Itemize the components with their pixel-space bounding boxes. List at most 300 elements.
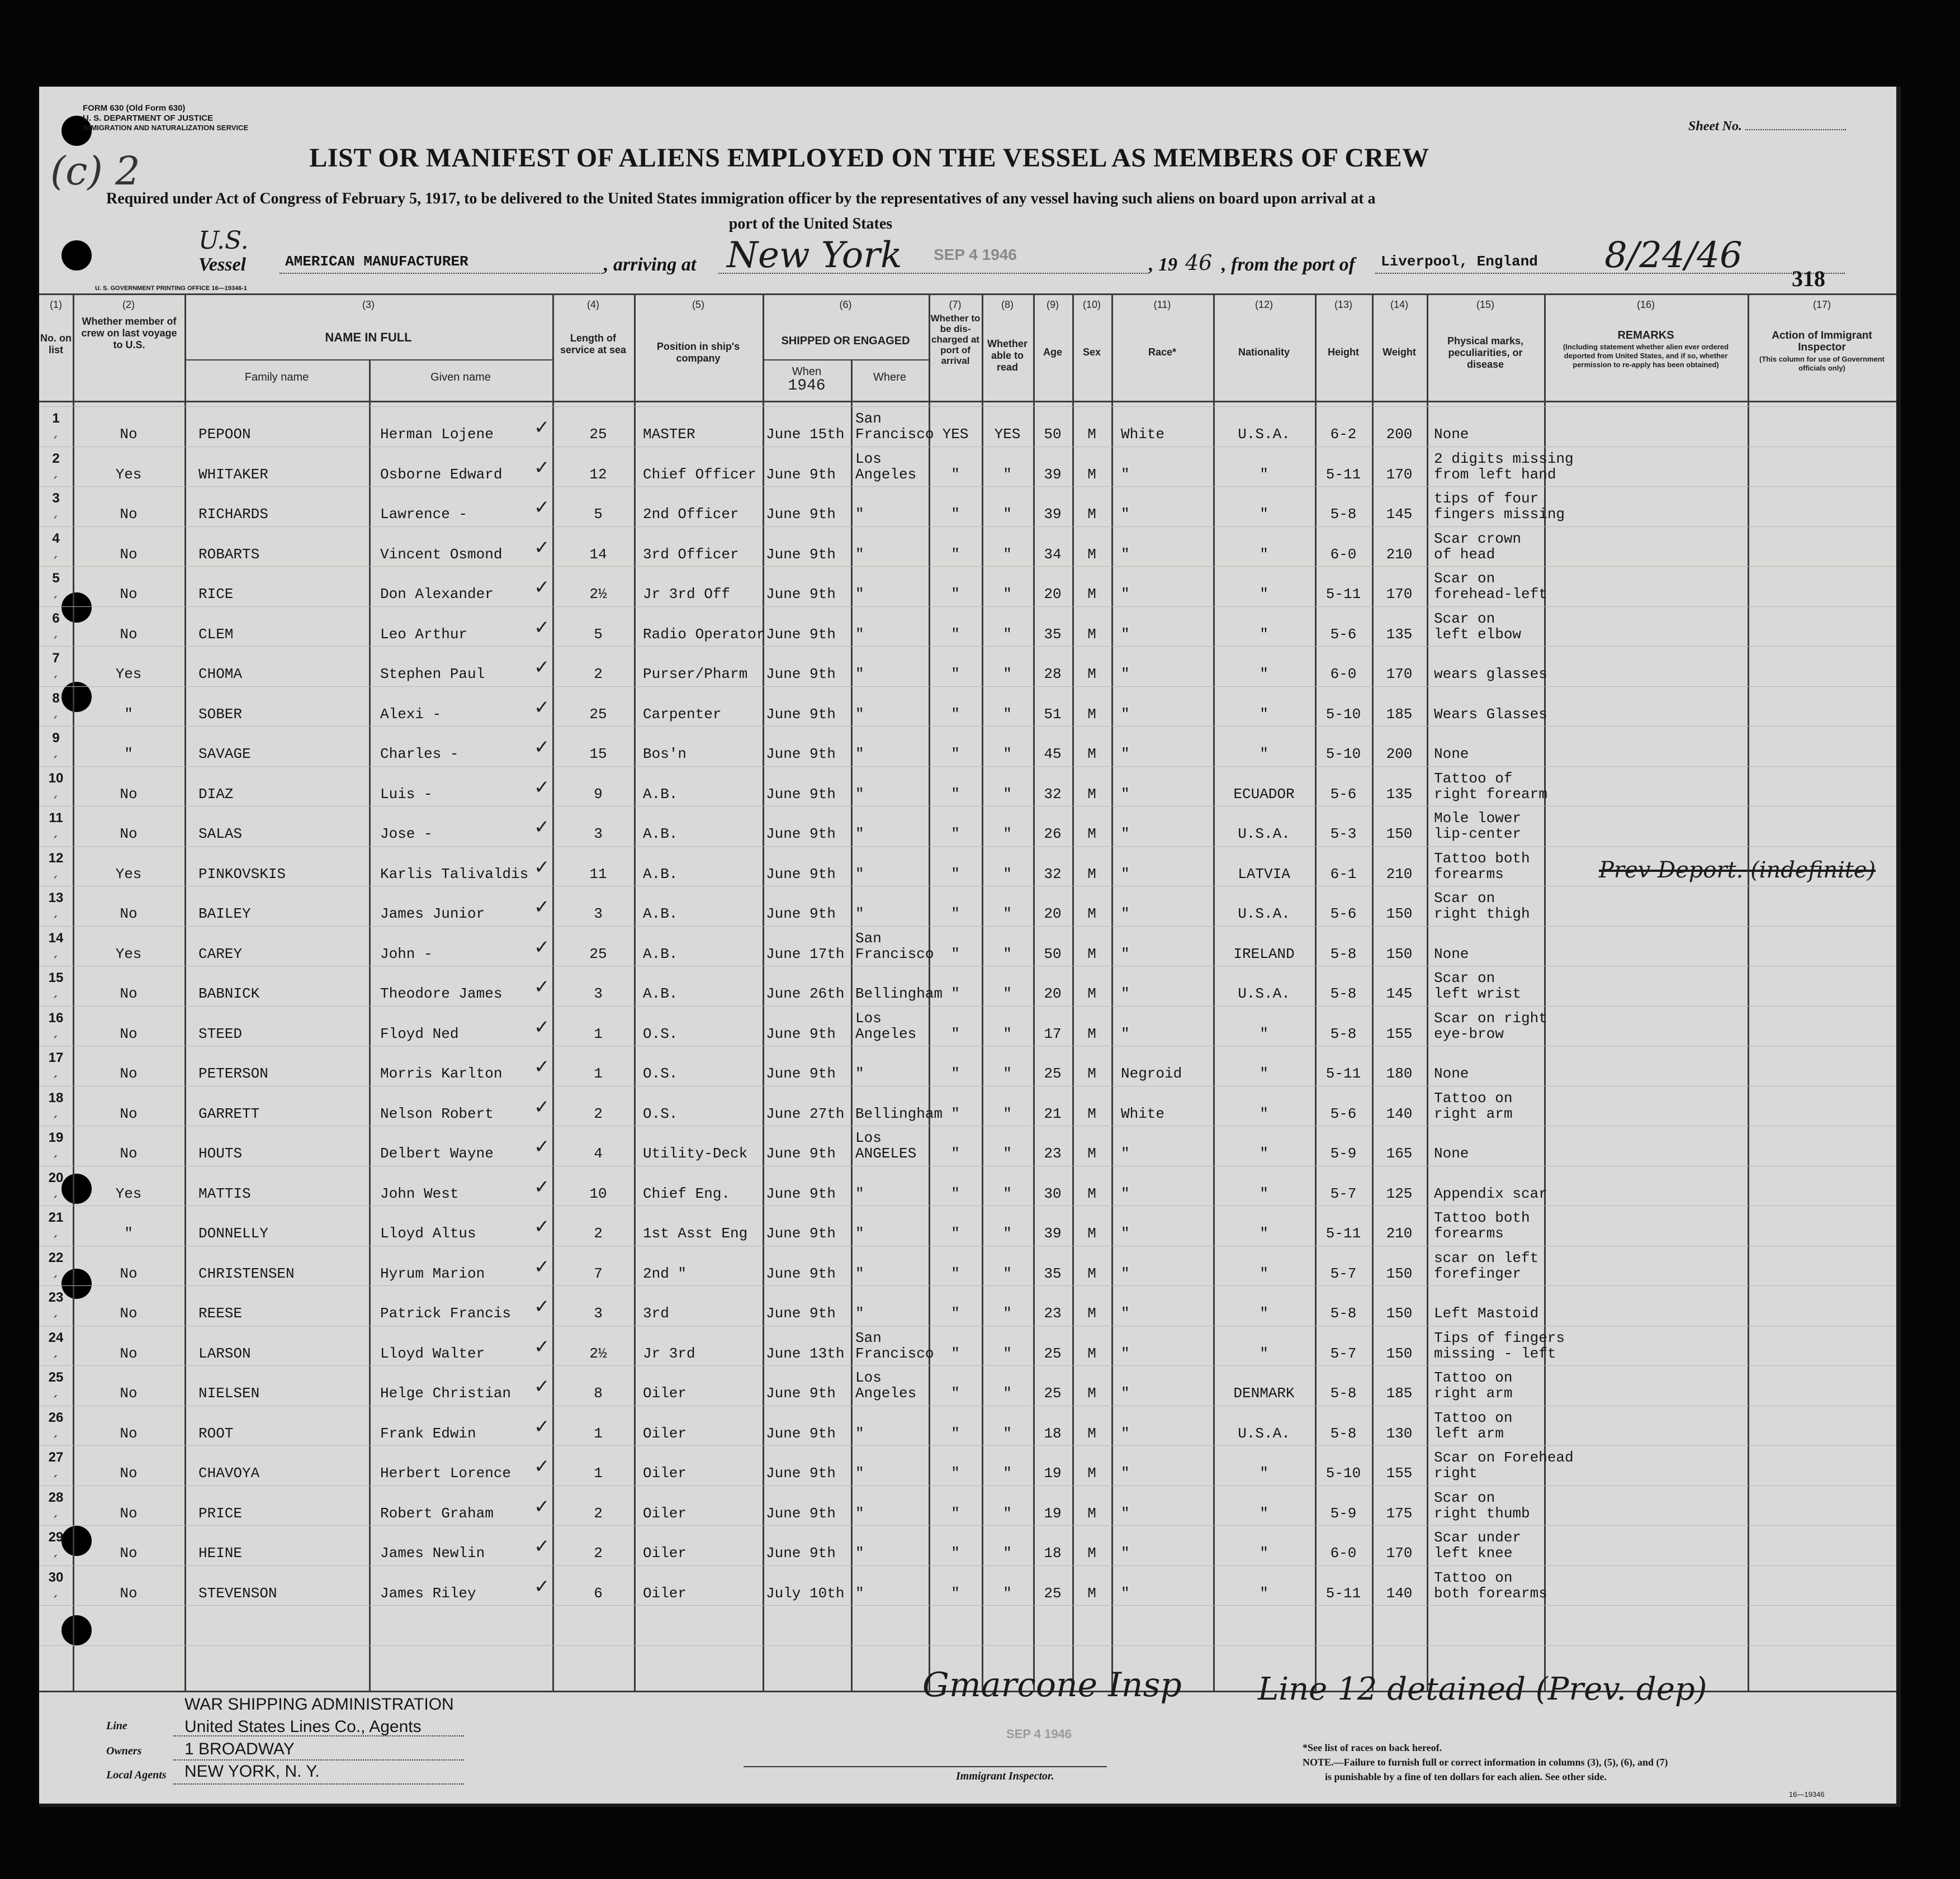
cell-position: Oiler: [643, 1385, 687, 1402]
cell-age: 18: [1044, 1545, 1062, 1562]
col-number: (11): [1153, 299, 1171, 310]
cell-given: Alexi -: [380, 706, 442, 723]
cell-read: ": [1003, 1105, 1012, 1122]
cell-sex: M: [1087, 1105, 1096, 1122]
cell-sex: M: [1087, 746, 1096, 762]
cell-given: Patrick Francis: [380, 1305, 512, 1322]
row-number: 30: [48, 1570, 64, 1585]
cell-marks: right: [1434, 1465, 1478, 1482]
cell-read: ": [1003, 905, 1012, 922]
row-number: 11: [49, 810, 63, 825]
header-remarks: REMARKS: [1617, 329, 1674, 341]
cell-prev: No: [120, 1145, 138, 1162]
cell-weight: 135: [1386, 626, 1413, 643]
header-given-name: Given name: [430, 371, 491, 383]
header-position: Position in ship's company: [656, 341, 740, 364]
cell-length: 4: [594, 1145, 603, 1162]
cell-marks: Mole lower: [1434, 810, 1522, 827]
margin-tick-icon: ˏ: [51, 543, 58, 559]
verified-check-icon: ✓: [534, 1576, 550, 1598]
cell-age: 32: [1044, 866, 1062, 882]
row-number: 26: [48, 1410, 64, 1425]
cell-when: June 9th: [766, 866, 836, 882]
cell-where: Bellingham: [855, 985, 943, 1002]
cell-weight: 185: [1386, 1385, 1413, 1402]
row-number: 20: [48, 1170, 64, 1185]
verified-check-icon: ✓: [534, 1336, 550, 1358]
margin-tick-icon: ˏ: [51, 1382, 58, 1398]
arrival-stamp: SEP 4 1946: [934, 246, 1017, 263]
verified-check-icon: ✓: [534, 656, 550, 678]
col-divider: [763, 293, 764, 1691]
handwritten-date: 8/24/46: [1604, 235, 1743, 276]
cell-age: 28: [1044, 666, 1062, 682]
cell-length: 15: [589, 746, 607, 762]
cell-age: 39: [1044, 466, 1062, 483]
cell-position: Oiler: [643, 1425, 687, 1442]
cell-marks: right thigh: [1434, 905, 1530, 922]
cell-sex: M: [1087, 1345, 1096, 1362]
cell-marks: Scar on right: [1434, 1010, 1547, 1027]
cell-sex: M: [1087, 866, 1096, 882]
cell-nationality: ": [1260, 746, 1268, 762]
cell-when: June 9th: [766, 746, 836, 762]
header-no-on-list: No. on list: [40, 333, 72, 355]
cell-discharged: ": [951, 626, 960, 643]
cell-given: Lloyd Altus: [380, 1225, 476, 1242]
cell-position: O.S.: [643, 1026, 678, 1042]
cell-family: RICE: [198, 586, 234, 602]
cell-when: June 9th: [766, 1065, 836, 1082]
cell-weight: 210: [1386, 546, 1413, 563]
cell-when: June 9th: [766, 825, 836, 842]
col-divider: [1111, 293, 1113, 1691]
cell-nationality: ": [1260, 666, 1268, 682]
verified-check-icon: ✓: [534, 1256, 550, 1278]
cell-prev: No: [120, 985, 138, 1002]
table-rule: [39, 526, 1896, 527]
cell-when: June 9th: [766, 466, 836, 483]
inspector-label: Immigrant Inspector.: [956, 1770, 1054, 1782]
cell-where: ": [855, 1065, 864, 1082]
margin-tick-icon: ˏ: [51, 1542, 58, 1558]
table-rule: [39, 686, 1896, 687]
binder-hole: [61, 1615, 92, 1645]
cell-read: ": [1003, 586, 1012, 602]
cell-marks: Tattoo on: [1434, 1369, 1513, 1386]
cell-position: 3rd Officer: [643, 546, 739, 563]
margin-tick-icon: ˏ: [51, 983, 58, 998]
cell-prev: No: [120, 1545, 138, 1562]
cell-race: ": [1121, 586, 1130, 602]
cell-prev: No: [120, 1385, 138, 1402]
cell-length: 2: [594, 1505, 603, 1522]
cell-sex: M: [1087, 586, 1096, 602]
cell-read: ": [1003, 546, 1012, 563]
cell-length: 1: [594, 1465, 603, 1482]
cell-sex: M: [1087, 1425, 1096, 1442]
col-number: (14): [1390, 299, 1408, 310]
cell-read: ": [1003, 825, 1012, 842]
cell-nationality: ": [1260, 1065, 1268, 1082]
row-number: 3: [52, 491, 60, 506]
cell-where: ": [855, 626, 864, 643]
cell-length: 3: [594, 905, 603, 922]
table-rule: [39, 926, 1896, 927]
cell-family: SALAS: [198, 825, 243, 842]
verified-check-icon: ✓: [534, 936, 550, 959]
col-divider: [634, 293, 636, 1691]
cell-where: ": [855, 905, 864, 922]
cell-family: CHRISTENSEN: [198, 1265, 295, 1282]
cell-weight: 150: [1386, 905, 1413, 922]
margin-tick-icon: ˏ: [51, 743, 58, 758]
cell-discharged: ": [951, 1225, 960, 1242]
service: IMMIGRATION AND NATURALIZATION SERVICE: [83, 124, 249, 132]
cell-family: ROBARTS: [198, 546, 260, 563]
cell-race: ": [1121, 1505, 1130, 1522]
cell-position: A.B.: [643, 786, 678, 803]
cell-sex: M: [1087, 706, 1096, 723]
cell-read: ": [1003, 506, 1012, 523]
cell-weight: 165: [1386, 1145, 1413, 1162]
cell-height: 6-0: [1330, 546, 1357, 563]
cell-marks: None: [1434, 1065, 1469, 1082]
cell-height: 5-7: [1330, 1345, 1357, 1362]
cell-nationality: ": [1260, 1185, 1268, 1202]
cell-age: 25: [1044, 1345, 1062, 1362]
margin-tick-icon: ˏ: [51, 903, 58, 918]
row-number: 10: [48, 771, 64, 786]
agent-stamp-line1: WAR SHIPPING ADMINISTRATION: [184, 1695, 454, 1714]
cell-marks: Tattoo of: [1434, 770, 1513, 787]
cell-length: 2½: [589, 586, 607, 602]
cell-family: PEPOON: [198, 426, 251, 443]
header-length-service: Length of service at sea: [560, 333, 627, 355]
cell-length: 25: [589, 946, 607, 962]
margin-tick-icon: ˏ: [51, 503, 58, 519]
cell-position: Bos'n: [643, 746, 687, 762]
cell-when: June 9th: [766, 1185, 836, 1202]
cell-where: ": [855, 506, 864, 523]
cell-where: San: [855, 1330, 882, 1346]
cell-age: 35: [1044, 1265, 1062, 1282]
cell-when: June 9th: [766, 706, 836, 723]
cell-given: Lawrence -: [380, 506, 468, 523]
margin-tick-icon: ˏ: [51, 1103, 58, 1118]
cell-height: 5-11: [1325, 1065, 1361, 1082]
handwritten-us: U.S.: [198, 226, 249, 255]
cell-when: June 9th: [766, 1465, 836, 1482]
cell-given: Herbert Lorence: [380, 1465, 512, 1482]
cell-discharged: ": [951, 1425, 960, 1442]
cell-discharged: ": [951, 866, 960, 882]
cell-read: ": [1003, 1145, 1012, 1162]
col-number: (5): [692, 299, 704, 310]
cell-marks: forearms: [1434, 866, 1504, 882]
cell-marks: forehead-left: [1434, 586, 1547, 602]
from-port: Liverpool, England: [1381, 253, 1538, 270]
cell-prev: No: [120, 626, 138, 643]
cell-given: Nelson Robert: [380, 1105, 494, 1122]
cell-height: 5-10: [1325, 1465, 1361, 1482]
cell-race: ": [1121, 1145, 1130, 1162]
cell-nationality: ": [1260, 546, 1268, 563]
cell-sex: M: [1087, 825, 1096, 842]
cell-height: 5-6: [1330, 1105, 1357, 1122]
cell-marks: Tattoo both: [1434, 850, 1530, 867]
cell-family: STEVENSON: [198, 1585, 277, 1602]
cell-where: Francisco: [855, 426, 934, 443]
cell-discharged: ": [951, 506, 960, 523]
cell-age: 50: [1044, 426, 1062, 443]
cell-prev: No: [120, 426, 138, 443]
footer-line-label: Line: [106, 1720, 127, 1732]
cell-age: 20: [1044, 905, 1062, 922]
cell-read: ": [1003, 1026, 1012, 1042]
penalty-note-1: NOTE.—Failure to furnish full or correct information in columns (3), (5), (6), and (7): [1303, 1757, 1668, 1768]
col-divider: [552, 293, 554, 1691]
cell-read: ": [1003, 866, 1012, 882]
cell-marks: lip-center: [1434, 825, 1522, 842]
cell-sex: M: [1087, 1465, 1096, 1482]
cell-marks: Scar on: [1434, 970, 1495, 986]
cell-read: ": [1003, 1065, 1012, 1082]
cell-age: 23: [1044, 1145, 1062, 1162]
cell-position: Oiler: [643, 1465, 687, 1482]
col-number: (6): [839, 299, 852, 310]
margin-tick-icon: ˏ: [51, 583, 58, 599]
cell-discharged: ": [951, 1265, 960, 1282]
cell-marks: Tattoo on: [1434, 1090, 1513, 1107]
cell-height: 6-1: [1330, 866, 1357, 882]
table-rule: [39, 846, 1896, 847]
cell-discharged: ": [951, 946, 960, 962]
cell-read: ": [1003, 985, 1012, 1002]
cell-race: ": [1121, 1185, 1130, 1202]
col-number: (2): [122, 299, 135, 310]
margin-tick-icon: ˏ: [51, 703, 58, 719]
margin-tick-icon: ˏ: [51, 1142, 58, 1158]
cell-weight: 200: [1386, 746, 1413, 762]
cell-given: Theodore James: [380, 985, 503, 1002]
cell-when: June 9th: [766, 1385, 836, 1402]
cell-where: Los: [855, 1369, 882, 1386]
agent-stamp-line2: United States Lines Co., Agents: [184, 1717, 422, 1736]
cell-family: DONNELLY: [198, 1225, 268, 1242]
table-rule: [39, 646, 1896, 647]
row-number: 25: [48, 1370, 64, 1385]
cell-age: 26: [1044, 825, 1062, 842]
table-rule: [39, 1365, 1896, 1366]
cell-weight: 175: [1386, 1505, 1413, 1522]
cell-given: Jose -: [380, 825, 433, 842]
cell-weight: 170: [1386, 1545, 1413, 1562]
cell-height: 5-10: [1325, 746, 1361, 762]
cell-discharged: ": [951, 1345, 960, 1362]
cell-family: LARSON: [198, 1345, 251, 1362]
margin-tick-icon: ˏ: [51, 1462, 58, 1478]
cell-family: PRICE: [198, 1505, 243, 1522]
printing-office: U. S. GOVERNMENT PRINTING OFFICE 16—19346-1: [95, 285, 248, 292]
cell-read: ": [1003, 666, 1012, 682]
cell-marks: Left Mastoid: [1434, 1305, 1539, 1322]
cell-sex: M: [1087, 626, 1096, 643]
cell-nationality: DENMARK: [1233, 1385, 1295, 1402]
cell-when: June 9th: [766, 786, 836, 803]
cell-position: Chief Officer: [643, 466, 756, 483]
cell-marks: left elbow: [1434, 626, 1522, 643]
cell-race: ": [1121, 1385, 1130, 1402]
row-number: 16: [48, 1010, 64, 1026]
cell-nationality: U.S.A.: [1238, 1425, 1290, 1442]
verified-check-icon: ✓: [534, 496, 550, 519]
cell-family: CLEM: [198, 626, 234, 643]
agents-field: [173, 1783, 464, 1785]
cell-when: June 9th: [766, 1305, 836, 1322]
cell-position: Oiler: [643, 1585, 687, 1602]
cell-discharged: ": [951, 586, 960, 602]
cell-discharged: ": [951, 1545, 960, 1562]
cell-position: A.B.: [643, 985, 678, 1002]
cell-family: WHITAKER: [198, 466, 268, 483]
line-field: [173, 1735, 464, 1736]
cell-nationality: ": [1260, 1345, 1268, 1362]
cell-discharged: ": [951, 1065, 960, 1082]
cell-prev: No: [120, 1505, 138, 1522]
row-number: 5: [52, 571, 60, 586]
cell-nationality: ": [1260, 1585, 1268, 1602]
margin-tick-icon: ˏ: [51, 1302, 58, 1318]
cell-height: 5-6: [1330, 905, 1357, 922]
cell-weight: 200: [1386, 426, 1413, 443]
cell-where: Francisco: [855, 946, 934, 962]
cell-given: Charles -: [380, 746, 459, 762]
cell-when: June 15th: [766, 426, 845, 443]
col-number: (16): [1636, 299, 1655, 310]
margin-tick-icon: ˏ: [51, 863, 58, 879]
cell-nationality: ": [1260, 1505, 1268, 1522]
cell-where: Los: [855, 450, 882, 467]
cell-discharged: ": [951, 706, 960, 723]
cell-length: 10: [589, 1185, 607, 1202]
cell-family: HOUTS: [198, 1145, 243, 1162]
cell-age: 19: [1044, 1465, 1062, 1482]
cell-family: HEINE: [198, 1545, 243, 1562]
cell-family: NIELSEN: [198, 1385, 260, 1402]
cell-prev: No: [120, 506, 138, 523]
cell-family: BABNICK: [198, 985, 260, 1002]
cell-discharged: ": [951, 1026, 960, 1042]
cell-where: Angeles: [855, 466, 917, 483]
cell-sex: M: [1087, 1265, 1096, 1282]
cell-sex: M: [1087, 946, 1096, 962]
cell-discharged: ": [951, 666, 960, 682]
cell-where: ": [855, 666, 864, 682]
cell-when: June 9th: [766, 1545, 836, 1562]
cell-race: White: [1121, 426, 1165, 443]
cell-where: ": [855, 1505, 864, 1522]
cell-where: San: [855, 930, 882, 947]
year-prefix: , 19: [1149, 254, 1177, 275]
cell-marks: of head: [1434, 546, 1495, 563]
cell-family: SOBER: [198, 706, 243, 723]
cell-position: 1st Asst Eng: [643, 1225, 748, 1242]
cell-sex: M: [1087, 1505, 1096, 1522]
cell-sex: M: [1087, 1225, 1096, 1242]
margin-tick-icon: ˏ: [51, 1222, 58, 1238]
cell-race: ": [1121, 506, 1130, 523]
cell-discharged: ": [951, 905, 960, 922]
cell-race: ": [1121, 1545, 1130, 1562]
verified-check-icon: ✓: [534, 696, 550, 719]
cell-given: Frank Edwin: [380, 1425, 476, 1442]
cell-read: ": [1003, 786, 1012, 803]
cell-read: ": [1003, 1425, 1012, 1442]
corner-marks: (c) 2: [50, 148, 140, 194]
cell-where: ": [855, 866, 864, 882]
verified-check-icon: ✓: [534, 1176, 550, 1198]
arriving-label: , arriving at: [604, 254, 697, 275]
cell-height: 6-2: [1330, 426, 1357, 443]
row-number: 24: [48, 1330, 64, 1345]
row-number: 13: [48, 890, 64, 905]
row-number: 19: [48, 1130, 64, 1145]
cell-nationality: IRELAND: [1233, 946, 1295, 962]
cell-when: June 9th: [766, 546, 836, 563]
cell-prev: No: [120, 1585, 138, 1602]
cell-when: June 13th: [766, 1345, 845, 1362]
cell-family: ROOT: [198, 1425, 234, 1442]
cell-nationality: ": [1260, 1305, 1268, 1322]
cell-where: ": [855, 1225, 864, 1242]
cell-marks: Scar on: [1434, 890, 1495, 907]
header-race: Race*: [1148, 347, 1177, 358]
cell-age: 25: [1044, 1065, 1062, 1082]
cell-marks: Scar on: [1434, 610, 1495, 627]
col-divider: [1748, 293, 1749, 1691]
row-number: 4: [52, 531, 60, 546]
cell-position: Jr 3rd: [643, 1345, 695, 1362]
cell-height: 5-11: [1325, 466, 1361, 483]
cell-marks: fingers missing: [1434, 506, 1565, 523]
sheet-number-label: [1688, 119, 1846, 134]
col-divider: [1544, 293, 1546, 1691]
col-divider: [369, 359, 371, 1691]
margin-tick-icon: ˏ: [51, 1023, 58, 1038]
cell-marks: Scar crown: [1434, 530, 1522, 547]
cell-when: June 9th: [766, 1026, 836, 1042]
cell-sex: M: [1087, 1545, 1096, 1562]
margin-tick-icon: ˏ: [51, 1502, 58, 1518]
cell-given: Herman Lojene: [380, 426, 494, 443]
cell-where: ": [855, 1545, 864, 1562]
row-number: 1: [52, 411, 60, 426]
table-rule: [39, 1285, 1896, 1286]
table-top-border: [39, 293, 1896, 295]
cell-age: 20: [1044, 985, 1062, 1002]
cell-discharged: ": [951, 1585, 960, 1602]
cell-prev: No: [120, 1465, 138, 1482]
header-action: Action of Immigrant Inspector: [1772, 330, 1872, 353]
cell-marks: Scar on Forehead: [1434, 1449, 1574, 1466]
verified-check-icon: ✓: [534, 1056, 550, 1078]
cell-nationality: ": [1260, 1545, 1268, 1562]
cell-sex: M: [1087, 546, 1096, 563]
cell-marks: None: [1434, 426, 1469, 443]
cell-sex: M: [1087, 1026, 1096, 1042]
cell-weight: 150: [1386, 946, 1413, 962]
